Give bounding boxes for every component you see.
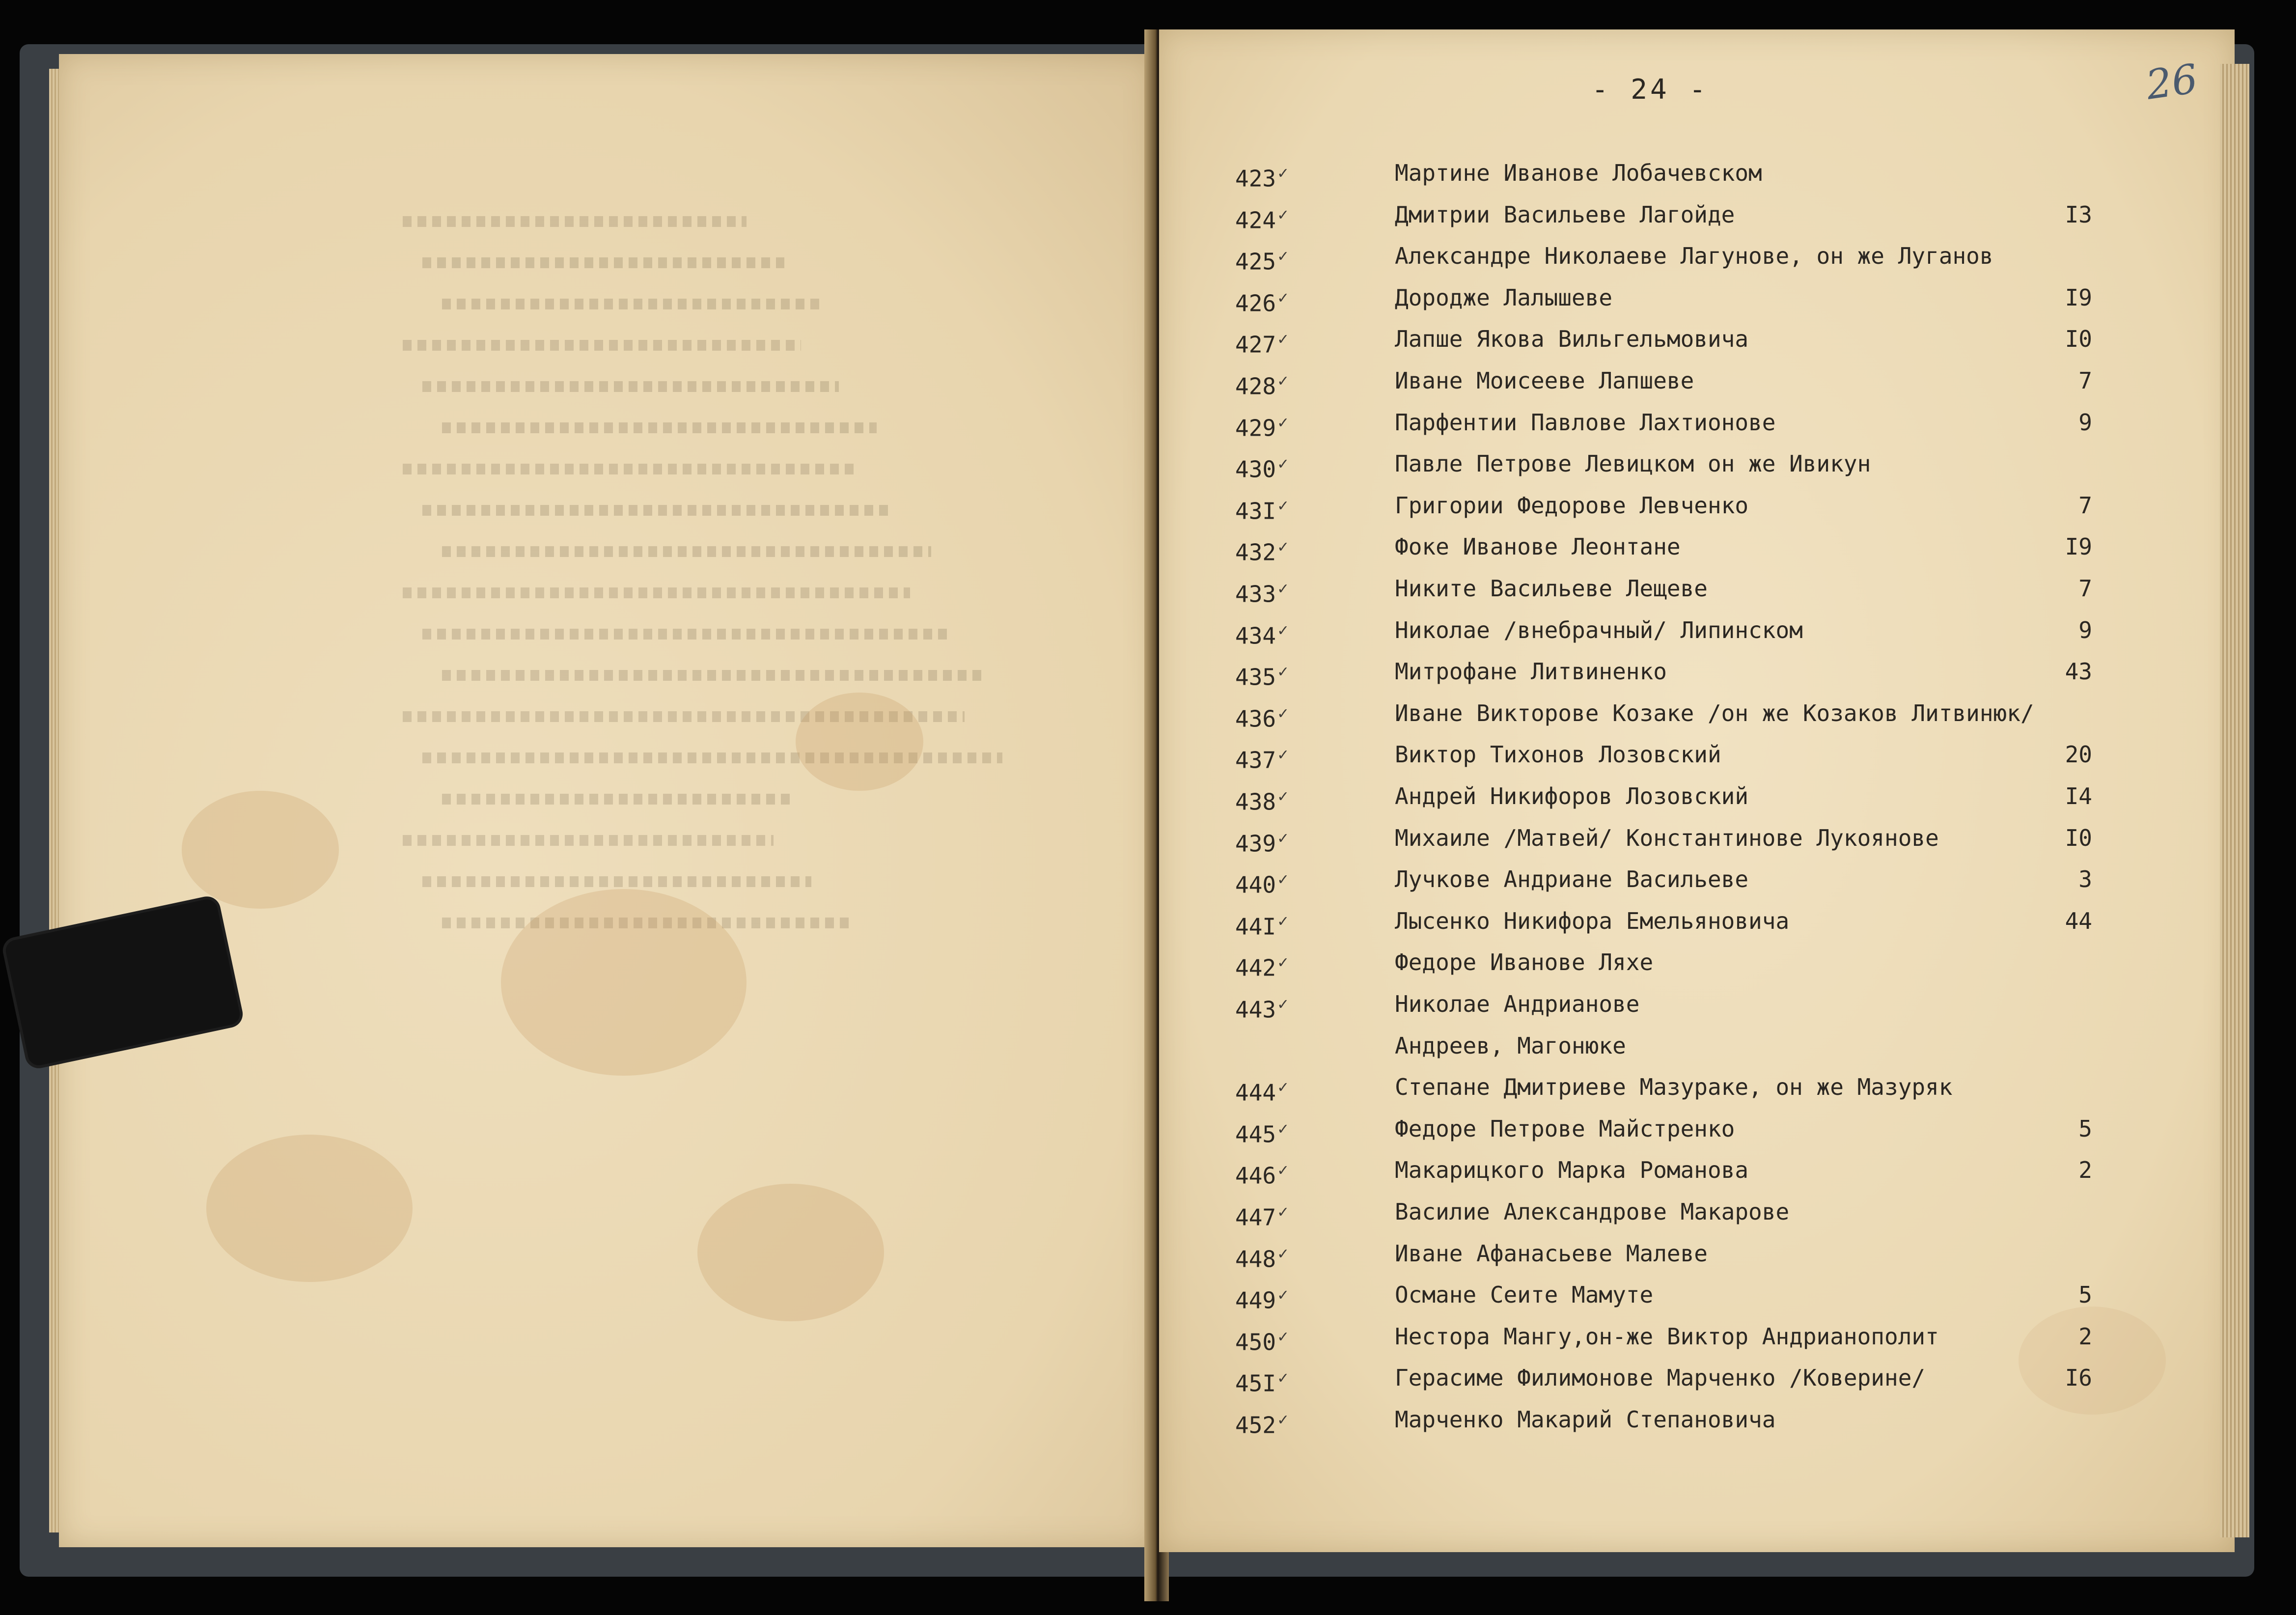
entry-name: Александре Николаеве Лагунове, он же Луганов — [1395, 243, 1993, 270]
entry-value: 44 — [2065, 907, 2092, 934]
entry-number-text: 425 — [1235, 248, 1276, 275]
entry-name: Николае Андрианове — [1395, 991, 1640, 1017]
entry-number-text: 447 — [1235, 1204, 1276, 1231]
entry-name: Лысенко Никифора Емельяновича — [1395, 907, 1790, 934]
bleed-line — [422, 876, 811, 887]
entry-number — [1235, 194, 1319, 241]
entry-number — [1235, 1149, 1319, 1196]
entry-value: 5 — [2078, 1281, 2092, 1309]
entry-number — [1235, 1357, 1319, 1404]
list-item — [1159, 817, 2235, 859]
checkmark-icon: ✓ — [1278, 246, 1288, 266]
entry-value: I0 — [2065, 326, 2092, 353]
checkmark-icon: ✓ — [1278, 329, 1288, 349]
list-item — [1159, 568, 2235, 609]
entry-number — [1235, 1316, 1319, 1363]
entry-name: Лучкове Андриане Васильеве — [1395, 866, 1749, 893]
entry-number-text: 423 — [1235, 165, 1276, 192]
entry-name: Михаиле /Матвей/ Константинове Лукоянове — [1395, 824, 1939, 851]
entry-name: Фоке Иванове Леонтане — [1395, 533, 1681, 560]
entry-value: 20 — [2065, 741, 2092, 768]
entry-number — [1235, 734, 1319, 780]
list-item — [1159, 1191, 2235, 1232]
entry-number-text: 442 — [1235, 954, 1276, 981]
checkmark-icon: ✓ — [1278, 662, 1288, 682]
entry-number-text: 43I — [1235, 498, 1276, 525]
entry-value: I9 — [2065, 533, 2092, 560]
archive-page-number: 26 — [2143, 56, 2201, 109]
entry-number — [1235, 1399, 1319, 1446]
checkmark-icon: ✓ — [1278, 1326, 1288, 1346]
entry-name: Никите Васильеве Лещеве — [1395, 575, 1708, 602]
entry-number-text: 433 — [1235, 581, 1276, 608]
checkmark-icon: ✓ — [1278, 204, 1288, 224]
stain — [697, 1184, 884, 1321]
list-item — [1159, 485, 2235, 526]
checkmark-icon: ✓ — [1278, 745, 1288, 765]
entry-value: 2 — [2078, 1323, 2092, 1350]
entry-name: Иване Моисееве Лапшеве — [1395, 367, 1694, 394]
list-item — [1159, 360, 2235, 401]
list-item — [1159, 776, 2235, 817]
checkmark-icon: ✓ — [1278, 1285, 1288, 1305]
entry-value: 7 — [2078, 575, 2092, 602]
entry-name: Федоре Петрове Майстренко — [1395, 1115, 1735, 1142]
entry-name: Лапше Якова Вильгельмовича — [1395, 326, 1749, 353]
entry-value: I0 — [2065, 824, 2092, 851]
entry-number — [1235, 1233, 1319, 1280]
entry-value: I3 — [2065, 201, 2092, 228]
entry-value: 3 — [2078, 866, 2092, 893]
checkmark-icon: ✓ — [1278, 1160, 1288, 1180]
entry-number — [1235, 485, 1319, 531]
entry-name: Дородже Лалышеве — [1395, 284, 1613, 311]
entry-number-text: 452 — [1235, 1412, 1276, 1439]
list-item — [1159, 1316, 2235, 1357]
list-item — [1159, 900, 2235, 942]
checkmark-icon: ✓ — [1278, 454, 1288, 474]
bleed-through-text — [403, 216, 1115, 1002]
list-item — [1159, 734, 2235, 775]
bleed-line — [442, 422, 877, 433]
entry-number-text: 424 — [1235, 206, 1276, 233]
checkmark-icon: ✓ — [1278, 703, 1288, 723]
entry-number-text: 450 — [1235, 1329, 1276, 1356]
entry-number — [1235, 776, 1319, 822]
entry-name: Иване Афанасьеве Малеве — [1395, 1240, 1708, 1267]
entry-number — [1235, 1274, 1319, 1321]
bleed-line — [403, 216, 747, 227]
entry-number-text: 44I — [1235, 913, 1276, 940]
entry-number — [1235, 900, 1319, 947]
checkmark-icon: ✓ — [1278, 412, 1288, 432]
list-item — [1159, 443, 2235, 484]
list-item — [1159, 194, 2235, 235]
bleed-line — [442, 546, 931, 557]
entry-number — [1235, 942, 1319, 988]
entry-number-text: 426 — [1235, 290, 1276, 317]
entry-number — [1235, 1025, 1319, 1072]
entry-number — [1235, 651, 1319, 697]
entry-number-text: 434 — [1235, 622, 1276, 649]
checkmark-icon: ✓ — [1278, 1410, 1288, 1429]
checkmark-icon: ✓ — [1278, 786, 1288, 806]
typed-list — [1159, 29, 2235, 1552]
checkmark-icon: ✓ — [1278, 620, 1288, 640]
list-item — [1159, 526, 2235, 567]
entry-name: Дмитрии Васильеве Лагойде — [1395, 201, 1735, 228]
list-item — [1159, 610, 2235, 651]
entry-number — [1235, 277, 1319, 324]
entry-number-text: 432 — [1235, 539, 1276, 566]
bleed-line — [422, 257, 784, 268]
entry-name: Андреев, Магонюке — [1395, 1032, 1626, 1059]
bleed-line — [442, 670, 986, 681]
entry-name: Виктор Тихонов Лозовский — [1395, 741, 1721, 768]
entry-number — [1235, 443, 1319, 490]
bleed-line — [422, 381, 839, 392]
checkmark-icon: ✓ — [1278, 537, 1288, 557]
entry-number-text: 436 — [1235, 705, 1276, 732]
list-item — [1159, 235, 2235, 277]
entry-name: Марченко Макарий Степановича — [1395, 1406, 1776, 1433]
list-item — [1159, 402, 2235, 443]
list-item — [1159, 859, 2235, 900]
checkmark-icon: ✓ — [1278, 911, 1288, 931]
entry-number-text: 427 — [1235, 331, 1276, 358]
stain — [796, 693, 923, 791]
entry-name: Парфентии Павлове Лахтионове — [1395, 409, 1776, 436]
entry-name: Николае /внебрачный/ Липинском — [1395, 616, 1803, 643]
entry-number-text: 428 — [1235, 373, 1276, 400]
entry-number — [1235, 360, 1319, 407]
checkmark-icon: ✓ — [1278, 869, 1288, 890]
entry-value: 9 — [2078, 616, 2092, 643]
list-item — [1159, 1108, 2235, 1149]
list-item — [1159, 1399, 2235, 1440]
stain — [501, 889, 747, 1076]
entry-number-text: 439 — [1235, 830, 1276, 857]
entry-name: Василие Александрове Макарове — [1395, 1198, 1790, 1225]
entry-number — [1235, 318, 1319, 365]
bleed-line — [403, 587, 910, 598]
entry-number-text: 435 — [1235, 664, 1276, 691]
list-item — [1159, 277, 2235, 318]
checkmark-icon: ✓ — [1278, 1243, 1288, 1263]
entry-number — [1235, 235, 1319, 282]
bleed-line — [442, 299, 822, 309]
entry-number-text: 444 — [1235, 1079, 1276, 1106]
list-item — [1159, 1025, 2235, 1066]
bleed-line — [403, 340, 801, 351]
entry-value: 7 — [2078, 492, 2092, 519]
checkmark-icon: ✓ — [1278, 952, 1288, 973]
checkmark-icon: ✓ — [1278, 1202, 1288, 1222]
list-item — [1159, 651, 2235, 692]
list-item — [1159, 1233, 2235, 1274]
list-item — [1159, 1274, 2235, 1315]
entry-name: Герасиме Филимонове Марченко /Коверине/ — [1395, 1364, 1926, 1392]
entry-value: I4 — [2065, 783, 2092, 809]
entry-number — [1235, 568, 1319, 614]
entry-number-text: 449 — [1235, 1287, 1276, 1314]
entry-number-text: 437 — [1235, 747, 1276, 774]
entry-value: I6 — [2065, 1364, 2092, 1392]
entry-number-text: 429 — [1235, 414, 1276, 441]
checkmark-icon: ✓ — [1278, 495, 1288, 515]
checkmark-icon: ✓ — [1278, 163, 1288, 183]
entry-value: 2 — [2078, 1157, 2092, 1184]
entry-number — [1235, 152, 1319, 199]
entry-name: Митрофане Литвиненко — [1395, 658, 1667, 685]
entry-number-text: 440 — [1235, 871, 1276, 898]
list-item — [1159, 1149, 2235, 1191]
entry-name: Иване Викторове Козаке /он же Козаков Литвинюк/ — [1395, 699, 2034, 726]
stain — [182, 791, 339, 909]
entry-number — [1235, 402, 1319, 448]
checkmark-icon: ✓ — [1278, 371, 1288, 390]
entry-name: Федоре Иванове Ляхе — [1395, 949, 1654, 976]
list-item — [1159, 983, 2235, 1025]
entry-name: Нестора Мангу,он-же Виктор Андрианополит — [1395, 1323, 1939, 1350]
checkmark-icon: ✓ — [1278, 1368, 1288, 1388]
entry-value: 43 — [2065, 658, 2092, 685]
bleed-line — [422, 629, 948, 640]
entry-name: Степане Дмитриеве Мазураке, он же Мазуряк — [1395, 1074, 1953, 1101]
left-page — [59, 54, 1154, 1547]
entry-value: 7 — [2078, 367, 2092, 394]
checkmark-icon: ✓ — [1278, 579, 1288, 598]
entry-number — [1235, 859, 1319, 905]
entry-name: Павле Петрове Левицком он же Ивикун — [1395, 450, 1871, 477]
list-item — [1159, 1357, 2235, 1398]
list-item — [1159, 1066, 2235, 1108]
entry-name: Османе Сеите Мамуте — [1395, 1281, 1654, 1309]
entry-number-text: 448 — [1235, 1245, 1276, 1272]
checkmark-icon: ✓ — [1278, 828, 1288, 848]
entry-name: Григории Федорове Левченко — [1395, 492, 1749, 519]
entry-value: I9 — [2065, 284, 2092, 311]
entry-number — [1235, 526, 1319, 573]
entry-number-text: 443 — [1235, 996, 1276, 1023]
bleed-line — [422, 505, 893, 516]
entry-number — [1235, 1191, 1319, 1238]
entry-number-text: 445 — [1235, 1121, 1276, 1148]
bleed-line — [442, 794, 795, 805]
checkmark-icon: ✓ — [1278, 994, 1288, 1014]
checkmark-icon: ✓ — [1278, 287, 1288, 307]
checkmark-icon: ✓ — [1278, 1077, 1288, 1097]
bleed-line — [403, 464, 856, 474]
bleed-line — [403, 835, 774, 846]
list-item — [1159, 152, 2235, 194]
entry-number — [1235, 610, 1319, 656]
entry-number-text: 446 — [1235, 1162, 1276, 1189]
list-item — [1159, 942, 2235, 983]
entry-number — [1235, 817, 1319, 864]
entry-name: Мартине Иванове Лобачевском — [1395, 160, 1762, 186]
entry-number — [1235, 1066, 1319, 1113]
entry-name: Макарицкого Марка Романова — [1395, 1157, 1749, 1184]
entry-number — [1235, 693, 1319, 739]
checkmark-icon: ✓ — [1278, 1118, 1288, 1139]
list-item — [1159, 693, 2235, 734]
list-item — [1159, 318, 2235, 360]
entry-number — [1235, 983, 1319, 1030]
entry-number-text: 438 — [1235, 788, 1276, 815]
stain — [206, 1135, 413, 1282]
entry-number-text: 45I — [1235, 1370, 1276, 1397]
entry-value: 5 — [2078, 1115, 2092, 1142]
entry-value: 9 — [2078, 409, 2092, 436]
entry-number-text: 430 — [1235, 456, 1276, 483]
page-number: - 24 - — [1591, 74, 1709, 106]
entry-name: Андрей Никифоров Лозовский — [1395, 783, 1749, 809]
entry-number — [1235, 1108, 1319, 1155]
